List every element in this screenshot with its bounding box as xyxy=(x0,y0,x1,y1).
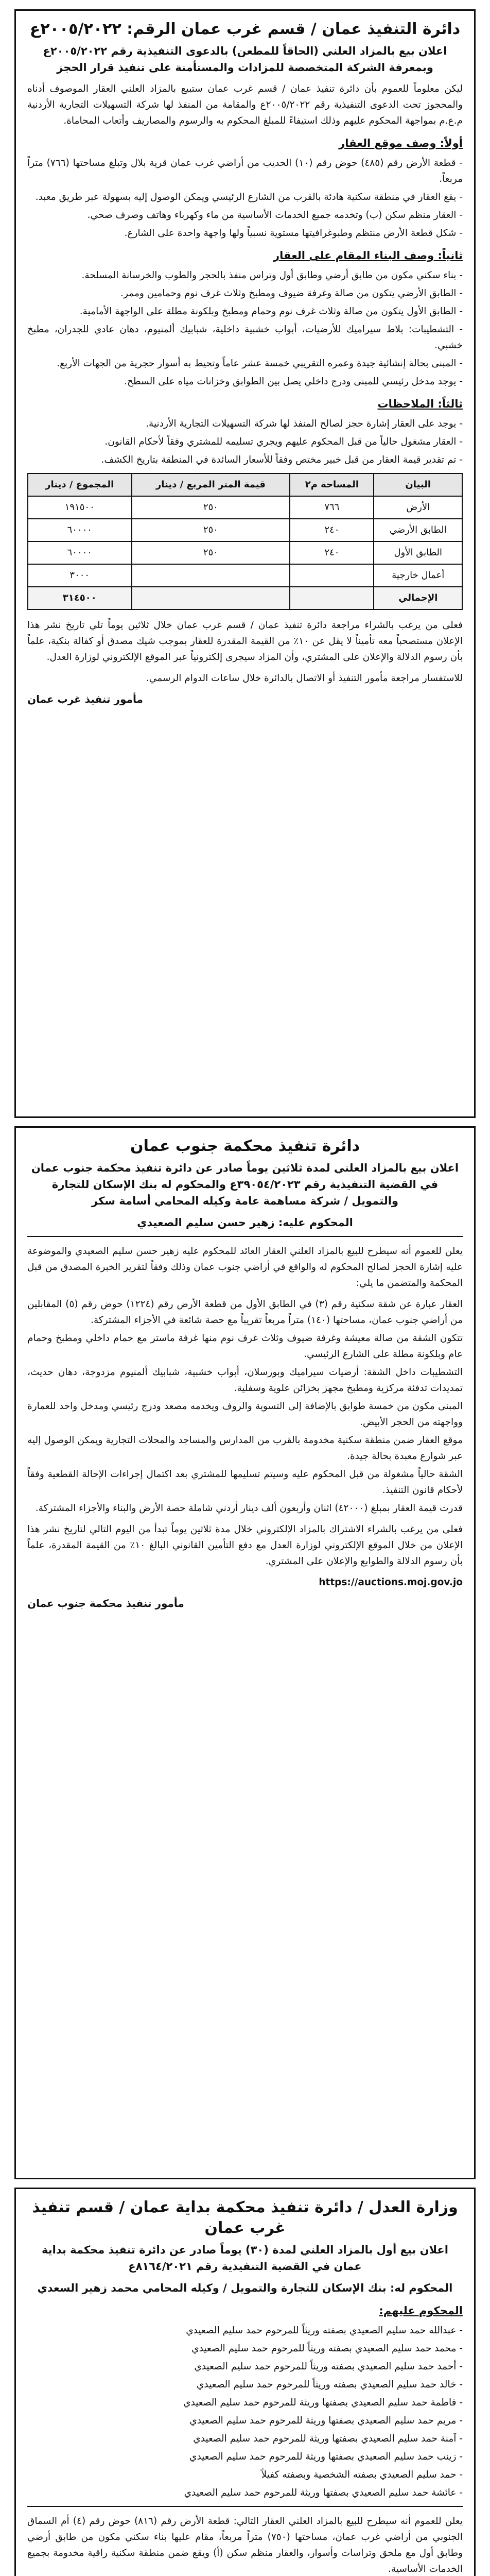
table-cell: ٣٠٠٠ xyxy=(28,564,132,587)
auction-notice-west-amman-2022 xyxy=(14,9,476,1118)
list-item xyxy=(27,1364,463,1396)
table-cell: الطابق الأول xyxy=(374,541,462,564)
contact-note: للاستفسار مراجعة مأمور التنفيذ أو الاتصال بالدائرة خلال ساعات الدوام الرسمي. xyxy=(146,673,463,684)
table-cell: ٢٤٠ xyxy=(290,519,374,541)
table-cell: ٢٥٠ xyxy=(132,541,290,564)
list-item: - يوجد مدخل رئيسي للمبنى ودرج داخلي يصل بين الطوابق وخزانات مياه على السطح. xyxy=(27,374,463,389)
auction-website-line xyxy=(27,1574,463,1590)
list-item: - خالد حمد سليم الصعيدي بصفته وريثاً للمرحوم حمد سليم الصعيدي xyxy=(27,2377,463,2393)
table-cell: ٦٠٠٠٠ xyxy=(28,541,132,564)
list-item xyxy=(27,1296,463,1328)
divider xyxy=(27,2506,463,2507)
signature: مأمور تنفيذ محكمة جنوب عمان xyxy=(27,1597,184,1609)
notice-heading: اعلان بيع أول بالمزاد العلني لمدة (٣٠) يوماً صادر عن دائرة تنفيذ محكمة بداية عمان في القضية التنفيذية رقم ٨١٦٤/٢٠٢١ع xyxy=(42,2244,448,2273)
creditor-name: المحكوم له: بنك الإسكان للتجارة والتمويل / وكيله المحامي محمد زهير السعدي xyxy=(37,2282,453,2294)
debtor-name: المحكوم عليه: زهير حسن سليم الصعيدي xyxy=(137,1216,353,1229)
list-item xyxy=(27,1466,463,1498)
notice-title: دائرة تنفيذ محكمة جنوب عمان xyxy=(130,1137,360,1155)
column-header: المجموع / دينار xyxy=(28,473,132,496)
list-item: - عائشة حمد سليم الصعيدي بصفتها وريثة للمرحوم حمد سليم الصعيدي xyxy=(27,2485,463,2501)
item-text: قدرت قيمة العقار بمبلغ (٤٢٠٠٠) اثنان وأربعون ألف دينار أردني شاملة حصة الأرض والبناء والأجزاء المشتركة. xyxy=(35,1503,463,1514)
notice-intro: يعلن للعموم أنه سيطرح للبيع بالمزاد العلني العقار العائد للمحكوم عليه زهير حسن سليم الصعيدي والموضوعة عليه إشارة الحجز لصالح المحكوم له والواقع في أراضي جنوب عمان وذلك وفقاً لتقرير الخبرة المصدق من قبل المحكمة والمتضمن ما يلي: xyxy=(27,1246,463,1289)
table-cell xyxy=(290,564,374,587)
building-description-list xyxy=(27,267,463,389)
item-text: تتكون الشقة من صالة معيشة وغرفة ضيوف وثلاث غرف نوم منها غرفة ماستر مع حمام داخلي ومطبخ وحمام عام وبلكونة مطلة على الشارع الرئيسي. xyxy=(27,1333,463,1360)
item-text: موقع العقار ضمن منطقة سكنية مخدومة بالقرب من المدارس والمساجد والمحلات التجارية ويمكن الوصول إليه عبر شوارع معبدة بحالة جيدة. xyxy=(27,1435,463,1462)
list-item: - زينب حمد سليم الصعيدي بصفتها وريثة للمرحوم حمد سليم الصعيدي xyxy=(27,2449,463,2465)
table-cell: أعمال خارجية xyxy=(374,564,462,587)
auction-notice-amman-first-instance xyxy=(14,2188,476,2576)
purchase-terms: فعلى من يرغب بالشراء مراجعة دائرة تنفيذ عمان / قسم غرب عمان خلال ثلاثين يوماً تلي تاريخ نشر هذا الإعلان مستصحباً معه تأميناً لا يقل عن ١٠٪ من القيمة المقدرة للعقار بموجب شيك مصدق أو كفالة بنكية، علماً بأن رسوم الدلالة والإعلان على المشتري، وأن المزاد سيجرى إلكترونياً عبر الموقع الإلكتروني لوزارة العدل. xyxy=(27,620,463,663)
notice-heading: اعلان بيع بالمزاد العلني (الحاقاً للمطعن) بالدعوى التنفيذية رقم ٢٠٠٥/٢٠٢٢ع وبمعرفة الشركة المتخصصة للمزادات والمستأمنة على تنفيذ قرار الحجز xyxy=(43,45,447,74)
table-cell: ٢٥٠ xyxy=(132,519,290,541)
property-description: يعلن للعموم أنه سيطرح للبيع بالمزاد العلني العقار التالي: قطعة الأرض رقم (٨١٦) حوض رقم (٤) أم السماق الجنوبي من أراضي غرب عمان، مساحتها (٧٥٠) متراً مربعاً، مقام عليها بناء سكني مكون من طابق أرضي وطابق أول مع ملحق وتراسات وأسوار، والعقار منظم سكن (أ) ويقع ضمن منطقة سكنية راقية مخدومة بجميع الخدمات الأساسية. xyxy=(27,2516,463,2574)
divider xyxy=(27,1236,463,1237)
table-cell: ٧٦٦ xyxy=(290,496,374,519)
notice-title: دائرة التنفيذ عمان / قسم غرب عمان الرقم: ٢٠٠٥/٢٠٢٢ع xyxy=(29,20,461,38)
table-cell xyxy=(132,564,290,587)
list-item: - حمد سليم الصعيدي بصفته الشخصية وبصفته كفيلاً xyxy=(27,2467,463,2483)
section-label: أولاً: وصف موقع العقار xyxy=(339,137,463,149)
list-item: - عبدالله حمد سليم الصعيدي بصفته وريثاً للمرحوم حمد سليم الصعيدي xyxy=(27,2323,463,2338)
item-text: المبنى مكون من خمسة طوابق بالإضافة إلى التسوية والروف ويخدمه مصعد ودرج رئيسي ومدخل واحد للعمارة وواجهته من الحجر الأبيض. xyxy=(27,1401,463,1428)
purchase-terms: فعلى من يرغب بالشراء الاشتراك بالمزاد الإلكتروني خلال مدة ثلاثين يوماً تبدأ من اليوم التالي لتاريخ نشر هذا الإعلان من خلال الموقع الإلكتروني لوزارة العدل مع دفع التأمين القانوني البالغ ١٠٪ من القيمة المقدرة، علماً بأن رسوم الدلالة والطوابع والإعلان على المشتري. xyxy=(27,1524,463,1567)
item-text: التشطيبات داخل الشقة: أرضيات سيراميك وبورسلان، أبواب خشبية، شبابيك ألمنيوم مزدوجة، دهان حديث، تمديدات تدفئة مركزية ومطبخ مجهز بخزائن علوية وسفلية. xyxy=(27,1367,463,1394)
list-item: - العقار منظم سكن (ب) وتخدمه جميع الخدمات الأساسية من ماء وكهرباء وهاتف وصرف صحي. xyxy=(27,207,463,223)
list-item: - التشطيبات: بلاط سيراميك للأرضيات، أبواب خشبية داخلية، شبابيك ألمنيوم، دهان عادي للجدران، مطبخ خشبي. xyxy=(27,321,463,353)
list-item xyxy=(27,1398,463,1430)
list-item: - الطابق الأرضي يتكون من صالة وغرفة ضيوف ومطبخ وثلاث غرف نوم وحمامين وممر. xyxy=(27,285,463,301)
property-location-list xyxy=(27,155,463,241)
list-item: - آمنة حمد سليم الصعيدي بصفتها وريثة للمرحوم حمد سليم الصعيدي xyxy=(27,2431,463,2447)
table-row xyxy=(28,519,462,541)
list-item: - الطابق الأول يتكون من صالة وثلاث غرف نوم وحمام ومطبخ وبلكونة مطلة على الواجهة الأمامية. xyxy=(27,303,463,319)
valuation-table xyxy=(27,473,463,610)
notice-intro: ليكن معلوماً للعموم بأن دائرة تنفيذ عمان / قسم غرب عمان ستبيع بالمزاد العلني العقار الموصوف أدناه والمحجوز تحت الدعوى التنفيذية رقم ٢٠٠٥/٢٠٢٢ع والمقامة من المنفذ لها شركة التسهيلات التجارية الأردنية م.ع.م بمواجهة المحكوم عليهم وذلك استيفاءً للمبلغ المحكوم به والرسوم والمصاريف وأتعاب المحاماة. xyxy=(27,83,463,126)
table-total-row xyxy=(28,587,462,609)
notice-title: وزارة العدل / دائرة تنفيذ محكمة بداية عمان / قسم تنفيذ غرب عمان xyxy=(32,2198,458,2237)
list-item: - شكل قطعة الأرض منتظم وطبوغرافيتها مستوية نسبياً ولها واجهة واحدة على الشارع. xyxy=(27,225,463,241)
list-item: - يقع العقار في منطقة سكنية هادئة بالقرب من الشارع الرئيسي ويمكن الوصول إليه بسهولة عبر طريق معبد. xyxy=(27,189,463,205)
auction-notice-south-amman xyxy=(14,1126,476,2179)
list-item: - تم تقدير قيمة العقار من قبل خبير مختص وفقاً للأسعار السائدة في المنطقة بتاريخ الكشف. xyxy=(27,452,463,468)
item-text: العقار عبارة عن شقة سكنية رقم (٣) في الطابق الأول من قطعة الأرض رقم (١٢٢٤) حوض رقم (٥) المقابلين من أراضي جنوب عمان، مساحتها (١٤٠) متراً مربعاً تقريباً مع حصة شائعة في الأجزاء المشتركة. xyxy=(27,1299,463,1326)
table-row xyxy=(28,496,462,519)
list-item xyxy=(27,1500,463,1516)
column-header: البيان xyxy=(374,473,462,496)
debtors-list xyxy=(27,2323,463,2501)
list-item: - بناء سكني مكون من طابق أرضي وطابق أول وتراس منفذ بالحجر والطوب والخرسانة المسلحة. xyxy=(27,267,463,283)
table-cell xyxy=(290,587,374,609)
section-label: ثانياً: وصف البناء المقام على العقار xyxy=(273,249,463,262)
list-item xyxy=(27,1330,463,1362)
list-item: - محمد حمد سليم الصعيدي بصفته وريثاً للمرحوم حمد سليم الصعيدي xyxy=(27,2341,463,2357)
column-header: قيمة المتر المربع / دينار xyxy=(132,473,290,496)
list-item: - مريم حمد سليم الصعيدي بصفتها وريثة للمرحوم حمد سليم الصعيدي xyxy=(27,2413,463,2429)
auction-website-link[interactable]: https://auctions.moj.gov.jo xyxy=(319,1577,463,1588)
table-cell: ٦٠٠٠٠ xyxy=(28,519,132,541)
debtors-label: المحكوم عليهم: xyxy=(379,2304,463,2317)
section-label: ثالثاً: الملاحظات xyxy=(377,398,463,410)
list-item xyxy=(27,1432,463,1464)
column-header: المساحة م٢ xyxy=(290,473,374,496)
table-cell: ٢٥٠ xyxy=(132,496,290,519)
table-row xyxy=(28,541,462,564)
total-label: الإجمالي xyxy=(374,587,462,609)
list-item: - يوجد على العقار إشارة حجز لصالح المنفذ لها شركة التسهيلات التجارية الأردنية. xyxy=(27,416,463,432)
table-row xyxy=(28,564,462,587)
table-cell xyxy=(132,587,290,609)
table-cell: الطابق الأرضي xyxy=(374,519,462,541)
table-cell: ١٩١٥٠٠ xyxy=(28,496,132,519)
list-item: - المبنى بحالة إنشائية جيدة وعمره التقريبي خمسة عشر عاماً وتحيط به أسوار حجرية من الجهات الأربع. xyxy=(27,355,463,371)
list-item: - العقار مشغول حالياً من قبل المحكوم عليهم ويجري تسليمه للمشتري وفقاً لأحكام القانون. xyxy=(27,434,463,450)
notice-heading: اعلان بيع بالمزاد العلني لمدة ثلاثين يوماً صادر عن دائرة تنفيذ محكمة جنوب عمان في القضية التنفيذية رقم ٣٩٠٥٤/٢٠٢٣ع والمحكوم له بنك الإسكان للتجارة والتمويل / شركة مساهمة عامة وكيله المحامي أسامة سكر xyxy=(31,1162,459,1207)
table-cell: ٢٤٠ xyxy=(290,541,374,564)
table-header-row xyxy=(28,473,462,496)
table-cell: الأرض xyxy=(374,496,462,519)
notes-list xyxy=(27,416,463,468)
property-details-list xyxy=(27,1296,463,1516)
list-item: - قطعة الأرض رقم (٤٨٥) حوض رقم (١٠) الحديب من أراضي غرب عمان قرية بلال وتبلغ مساحتها (٧٦٦) متراً مربعاً. xyxy=(27,155,463,187)
total-value: ٣١٤٥٠٠ xyxy=(28,587,132,609)
list-item: - أحمد حمد سليم الصعيدي بصفته وريثاً للمرحوم حمد سليم الصعيدي xyxy=(27,2359,463,2375)
signature: مأمور تنفيذ غرب عمان xyxy=(27,693,143,705)
item-text: الشقة حالياً مشغولة من قبل المحكوم عليه وسيتم تسليمها للمشتري بعد اكتمال إجراءات الإحالة القطعية وفقاً لأحكام قانون التنفيذ. xyxy=(27,1469,463,1496)
list-item: - فاطمة حمد سليم الصعيدي بصفتها وريثة للمرحوم حمد سليم الصعيدي xyxy=(27,2395,463,2411)
